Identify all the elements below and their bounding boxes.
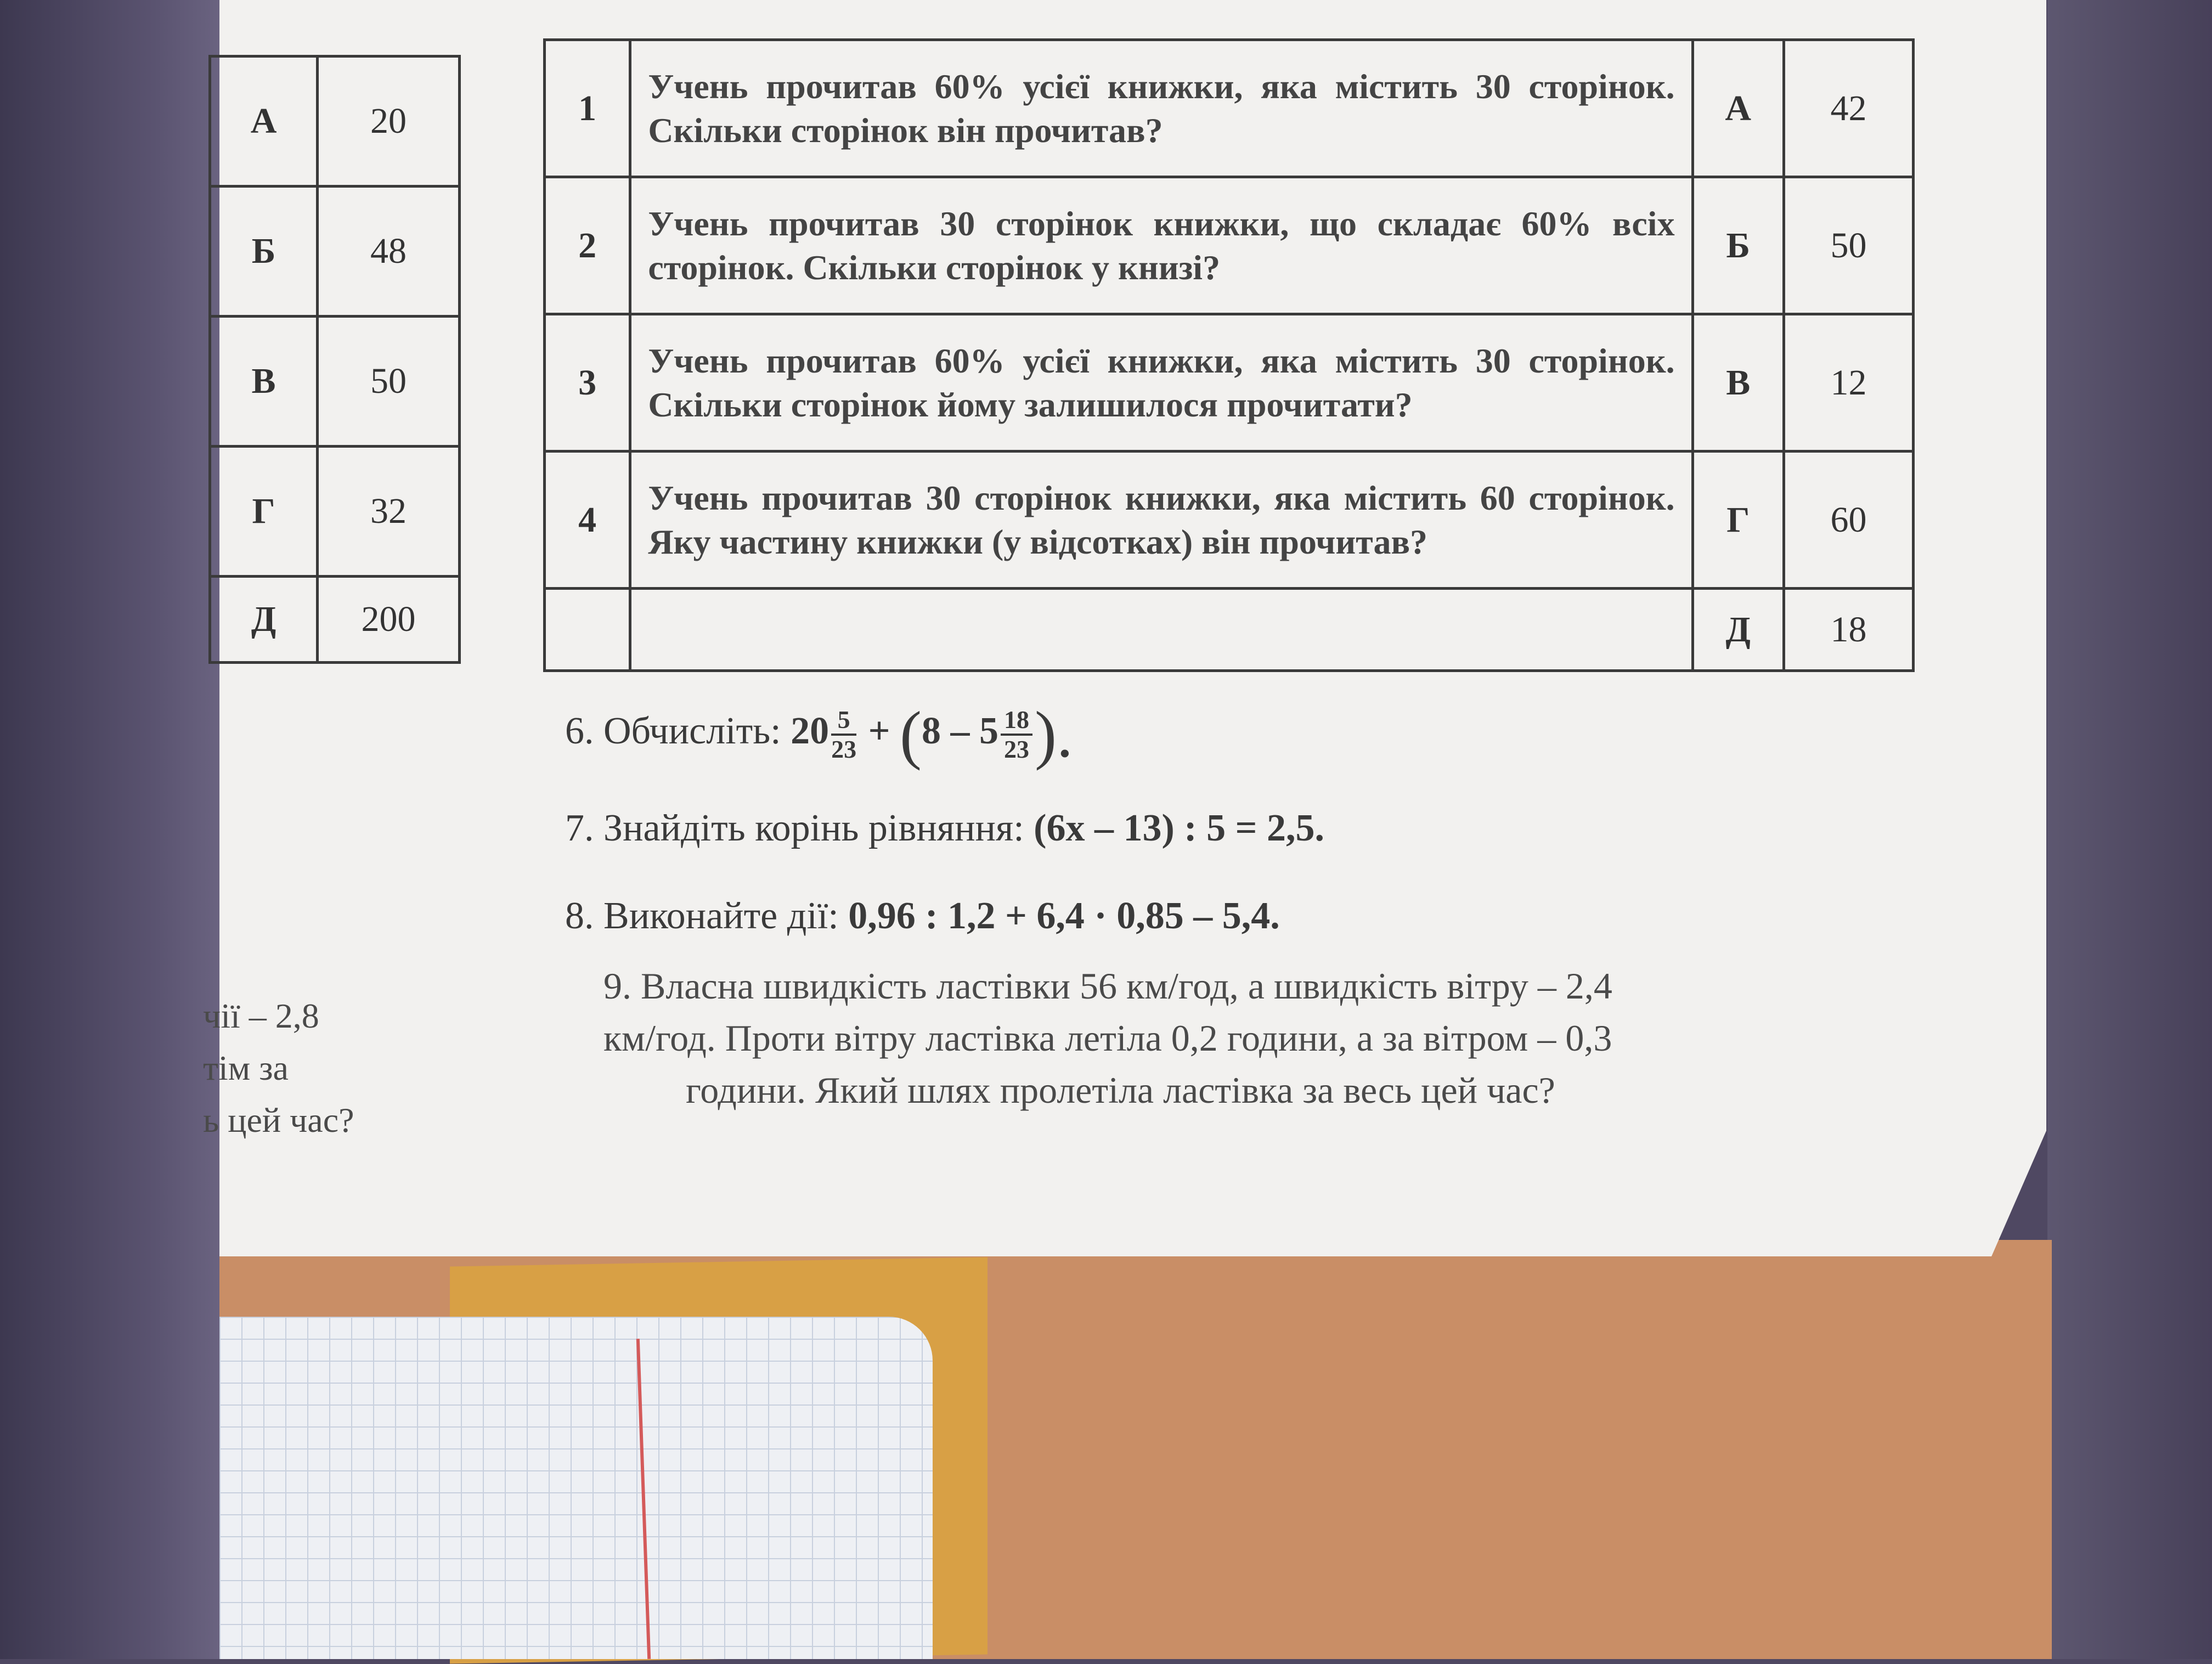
question-text: [630, 589, 1692, 671]
answer-value: 42: [1784, 40, 1913, 177]
answer-value: 32: [318, 447, 460, 577]
matching-row: [545, 589, 1914, 671]
left-table-row: [210, 317, 460, 447]
partial-text-line-3: ь цей час?: [203, 1101, 354, 1140]
question-number: 3: [545, 314, 630, 452]
matching-row: [545, 40, 1914, 177]
mixed-number-whole: 20: [791, 710, 830, 753]
screen-right-bezel: [2047, 0, 2212, 1659]
task-6-label: 6. Обчисліть:: [565, 710, 781, 753]
matching-table: [543, 38, 1915, 672]
close-paren: ).: [1034, 698, 1073, 771]
answer-value: 200: [318, 577, 460, 663]
task-8-expression: 0,96 : 1,2 + 6,4 · 0,85 – 5,4.: [848, 895, 1280, 937]
task-7-expression: (6x – 13) : 5 = 2,5.: [1034, 807, 1324, 849]
answer-letter: Г: [210, 447, 318, 577]
answer-letter: А: [210, 57, 318, 187]
answer-letter: Б: [1692, 177, 1784, 314]
left-table-row: [210, 57, 460, 187]
task-9-line-3: години. Який шлях пролетіла ластівка за весь цей час?: [686, 1069, 1555, 1111]
question-number: 2: [545, 177, 630, 314]
denominator: 23: [831, 735, 857, 763]
fraction-1: [831, 706, 856, 763]
task-7-label: 7. Знайдіть корінь рівняння:: [565, 807, 1024, 849]
partial-text-line-1: чії – 2,8: [203, 996, 319, 1035]
answer-value: 48: [318, 187, 460, 317]
answer-value: 20: [318, 57, 460, 187]
matching-row: [545, 452, 1914, 589]
screen-left-bezel: [0, 0, 219, 1659]
question-text: Учень прочитав 60% усієї книжки, яка містить 30 сторінок. Скільки сторінок йому залишилося прочитати?: [630, 314, 1692, 452]
matching-row: [545, 314, 1914, 452]
answer-value: 60: [1784, 452, 1913, 589]
question-text: Учень прочитав 60% усієї книжки, яка містить 30 сторінок. Скільки сторінок він прочитав?: [630, 40, 1692, 177]
fraction-2: [1001, 706, 1032, 763]
answer-letter: Д: [210, 577, 318, 663]
answer-letter: Г: [1692, 452, 1784, 589]
answer-letter: В: [210, 317, 318, 447]
plus-sign: +: [868, 710, 890, 753]
task-6: [565, 697, 1073, 772]
answer-value: 50: [318, 317, 460, 447]
question-text: Учень прочитав 30 сторінок книжки, що складає 60% всіх сторінок. Скільки сторінок у книзі?: [630, 177, 1692, 314]
denominator: 23: [1003, 735, 1029, 763]
matching-row: [545, 177, 1914, 314]
question-number: [545, 589, 630, 671]
left-table-row: [210, 187, 460, 317]
question-number: 1: [545, 40, 630, 177]
left-table-row: [210, 447, 460, 577]
answer-value: 18: [1784, 589, 1913, 671]
numerator: 5: [831, 706, 856, 736]
question-number: 4: [545, 452, 630, 589]
answer-letter: Б: [210, 187, 318, 317]
task-8-label: 8. Виконайте дії:: [565, 895, 839, 937]
left-table-row: [210, 577, 460, 663]
left-answer-table: [208, 55, 461, 664]
open-paren: (: [899, 698, 922, 771]
task-8: [565, 894, 1280, 938]
question-text: Учень прочитав 30 сторінок книжки, яка містить 60 сторінок. Яку частину книжки (у відсотках) він прочитав?: [630, 452, 1692, 589]
answer-value: 50: [1784, 177, 1913, 314]
answer-letter: В: [1692, 314, 1784, 452]
expression-part: 8 – 5: [921, 710, 998, 753]
task-7: [565, 806, 1324, 850]
numerator: 18: [1001, 706, 1032, 736]
answer-letter: Д: [1692, 589, 1784, 671]
task-9-line-2: км/год. Проти вітру ластівка летіла 0,2 години, а за вітром – 0,3: [603, 1017, 1612, 1059]
answer-value: 12: [1784, 314, 1913, 452]
task-9-line-1: 9. Власна швидкість ластівки 56 км/год, а швидкість вітру – 2,4: [603, 965, 1612, 1007]
answer-letter: А: [1692, 40, 1784, 177]
grid-notebook: [219, 1317, 933, 1659]
partial-text-line-2: тім за: [203, 1048, 289, 1087]
